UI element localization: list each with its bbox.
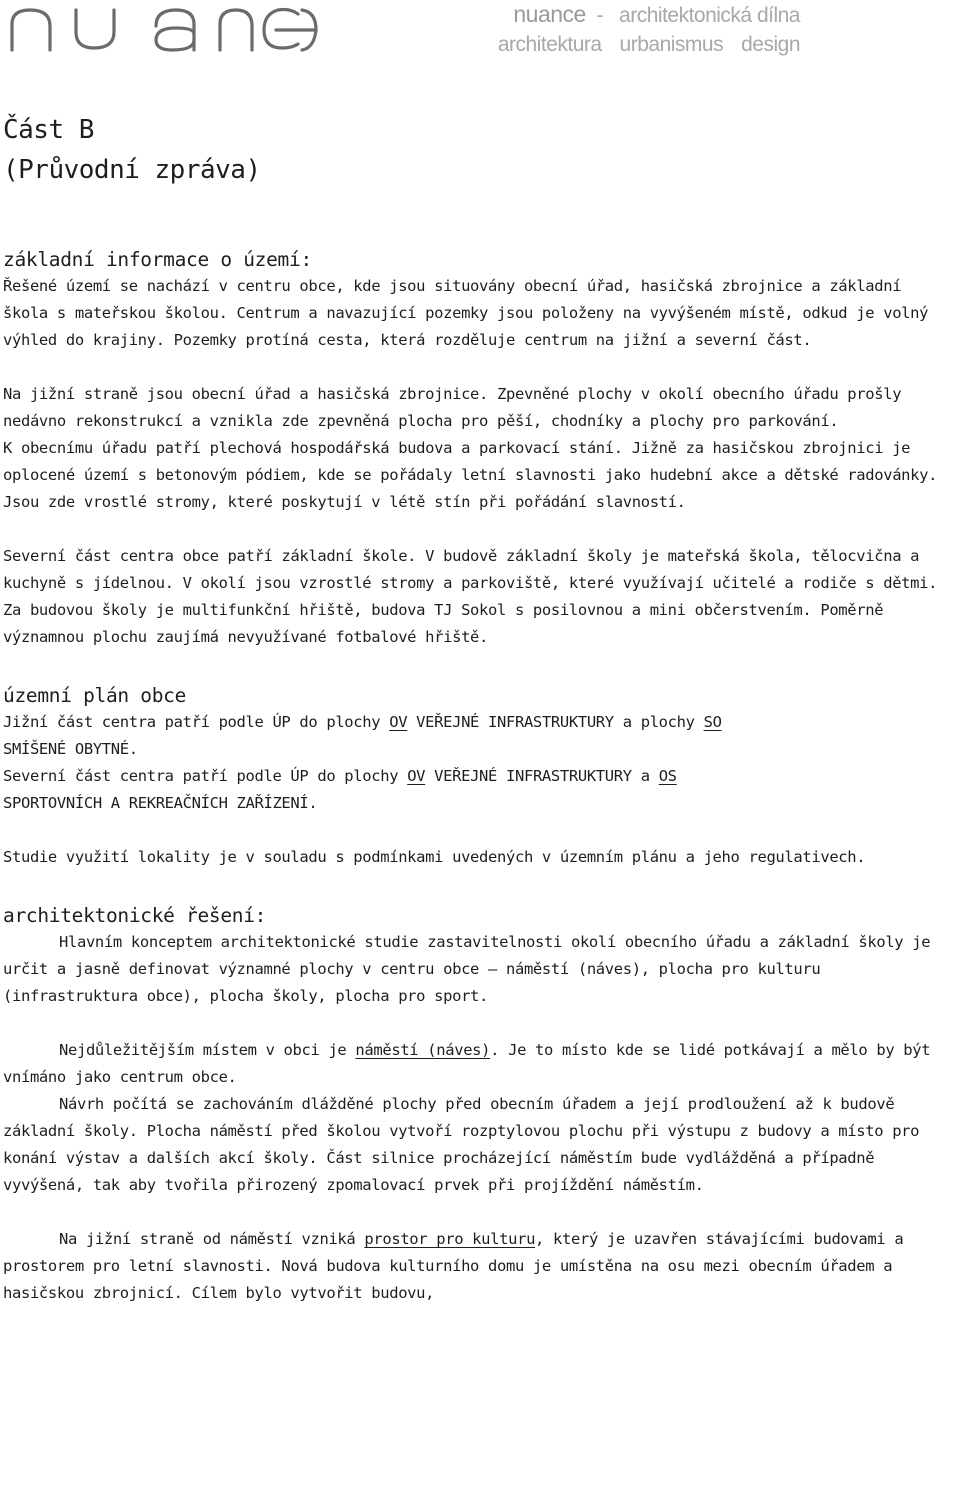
paragraph-culture-space	[3, 1226, 953, 1307]
heading-zoning-plan: územní plán obce	[3, 684, 187, 707]
nuance-logo	[6, 0, 318, 54]
paragraph-zoning-north	[3, 763, 953, 817]
service-architecture: architektura	[497, 33, 602, 56]
zoning-north-text-2: VEŘEJNÉ INFRASTRUKTURY a	[425, 767, 659, 785]
heading-architectural-solution: architektonické řešení:	[3, 904, 267, 927]
brand-line-2	[470, 30, 800, 59]
title-line-2: (Průvodní zpráva)	[3, 155, 261, 185]
brand-tagline: architektonická dílna	[619, 4, 800, 27]
zoning-south-text: Jižní část centra patří podle ÚP do plochy	[3, 713, 390, 731]
paragraph-north-side: Severní část centra obce patří základní škole. V budově základní školy je mateřská škola, tělocvična a kuchyně s jídelnou. V okolí jsou vzrostlé stromy a parkoviště, které využívají učitelé a rodiče s dětmi. Za budovou školy je multifunkční hřiště, budova TJ Sokol s posilovnou a mini občerstvením. Poměrně významnou plochu zaujímá nevyužívané fotbalové hřiště.	[3, 547, 938, 646]
paragraph-main-concept: Hlavním konceptem architektonické studie zastavitelnosti okolí obecního úřadu a základní školy je určit a jasně definovat významné plochy v centru obce – náměstí (náves), plocha pro kulturu (infrastruktura obce), plocha školy, plocha pro sport.	[3, 933, 931, 1005]
brand-block	[470, 0, 800, 59]
zone-code-so: SO	[703, 713, 722, 731]
paragraph-territory: Řešené území se nachází v centru obce, kde jsou situovány obecní úřad, hasičská zbrojnice a základní škola s mateřskou školou. Centrum a navazující pozemky jsou položeny na vyvýšeném místě, odkud je volný výhled do krajiny. Pozemky protíná cesta, která rozděluje centrum na jižní a severní část.	[3, 277, 929, 349]
brand-separator: -	[591, 4, 614, 27]
title-line-1: Část B	[3, 115, 94, 145]
paragraph-zoning-south	[3, 709, 953, 763]
culture-text-2: , který je uzavřen stávajícími budovami a prostorem pro letní slavnosti. Nová budova kulturního domu je umístěna na osu mezi obecním úřadem a hasičskou zbrojnicí. Cílem bylo vytvořit budovu,	[3, 1230, 904, 1302]
paragraph-municipal-office: K obecnímu úřadu patří plechová hospodářská budova a parkovací stání. Jižně za hasičskou zbrojnici je oplocené území s betonovým pódiem, kde se pořádaly letní slavnosti jako hudební akce a dětské radovánky. Jsou zde vrostlé stromy, které poskytují v létě stín při pořádání slavností.	[3, 439, 938, 511]
square-text-2: . Je to místo kde se lidé potkávají a mělo by být vnímáno jako centrum obce.	[3, 1041, 931, 1086]
zoning-north-type: SPORTOVNÍCH A REKREAČNÍCH ZAŘÍZENÍ.	[3, 794, 318, 812]
paragraph-paved-area: Návrh počítá se zachováním dlážděné plochy před obecním úřadem a její prodloužení až k budově základní školy. Plocha náměstí před školou vytvoří rozptylovou plochu při výstupu z budovy a místo pro konání výstav a dalších akcí školy. Část silnice procházející náměstím bude vydlážděná a případně vyvýšená, tak aby tvořila přirozený zpomalovací prvek při projíždění náměstím.	[3, 1095, 920, 1194]
zone-code-ov-north: OV	[407, 767, 426, 785]
service-design: design	[741, 33, 800, 56]
paragraph-village-square	[3, 1037, 953, 1091]
zoning-south-text-2: VEŘEJNÉ INFRASTRUKTURY a plochy	[407, 713, 704, 731]
brand-name: nuance	[513, 1, 586, 27]
square-text: Nejdůležitějším místem v obci je	[59, 1041, 356, 1059]
brand-line-1	[470, 0, 800, 30]
document-body	[3, 110, 953, 1307]
zoning-south-type: SMÍŠENÉ OBYTNÉ.	[3, 740, 138, 758]
document-title	[3, 110, 953, 190]
paragraph-south-side: Na jižní straně jsou obecní úřad a hasičská zbrojnice. Zpevněné plochy v okolí obecního úřadu prošly nedávno rekonstrukcí a vznikla zde zpevněná plocha pro pěší, chodníky a plochy pro parkování.	[3, 385, 902, 430]
culture-link: prostor pro kulturu	[364, 1230, 536, 1248]
zone-code-ov: OV	[389, 713, 408, 731]
paragraph-study-compliance: Studie využití lokality je v souladu s podmínkami uvedených v územním plánu a jeho regulativech.	[3, 848, 866, 866]
zone-code-os: OS	[658, 767, 677, 785]
square-link: náměstí (náves)	[355, 1041, 491, 1059]
heading-basic-info: základní informace o území:	[3, 248, 312, 271]
culture-text: Na jižní straně od náměstí vzniká	[59, 1230, 365, 1248]
service-urbanism: urbanismus	[619, 33, 724, 56]
zoning-north-text: Severní část centra patří podle ÚP do plochy	[3, 767, 408, 785]
